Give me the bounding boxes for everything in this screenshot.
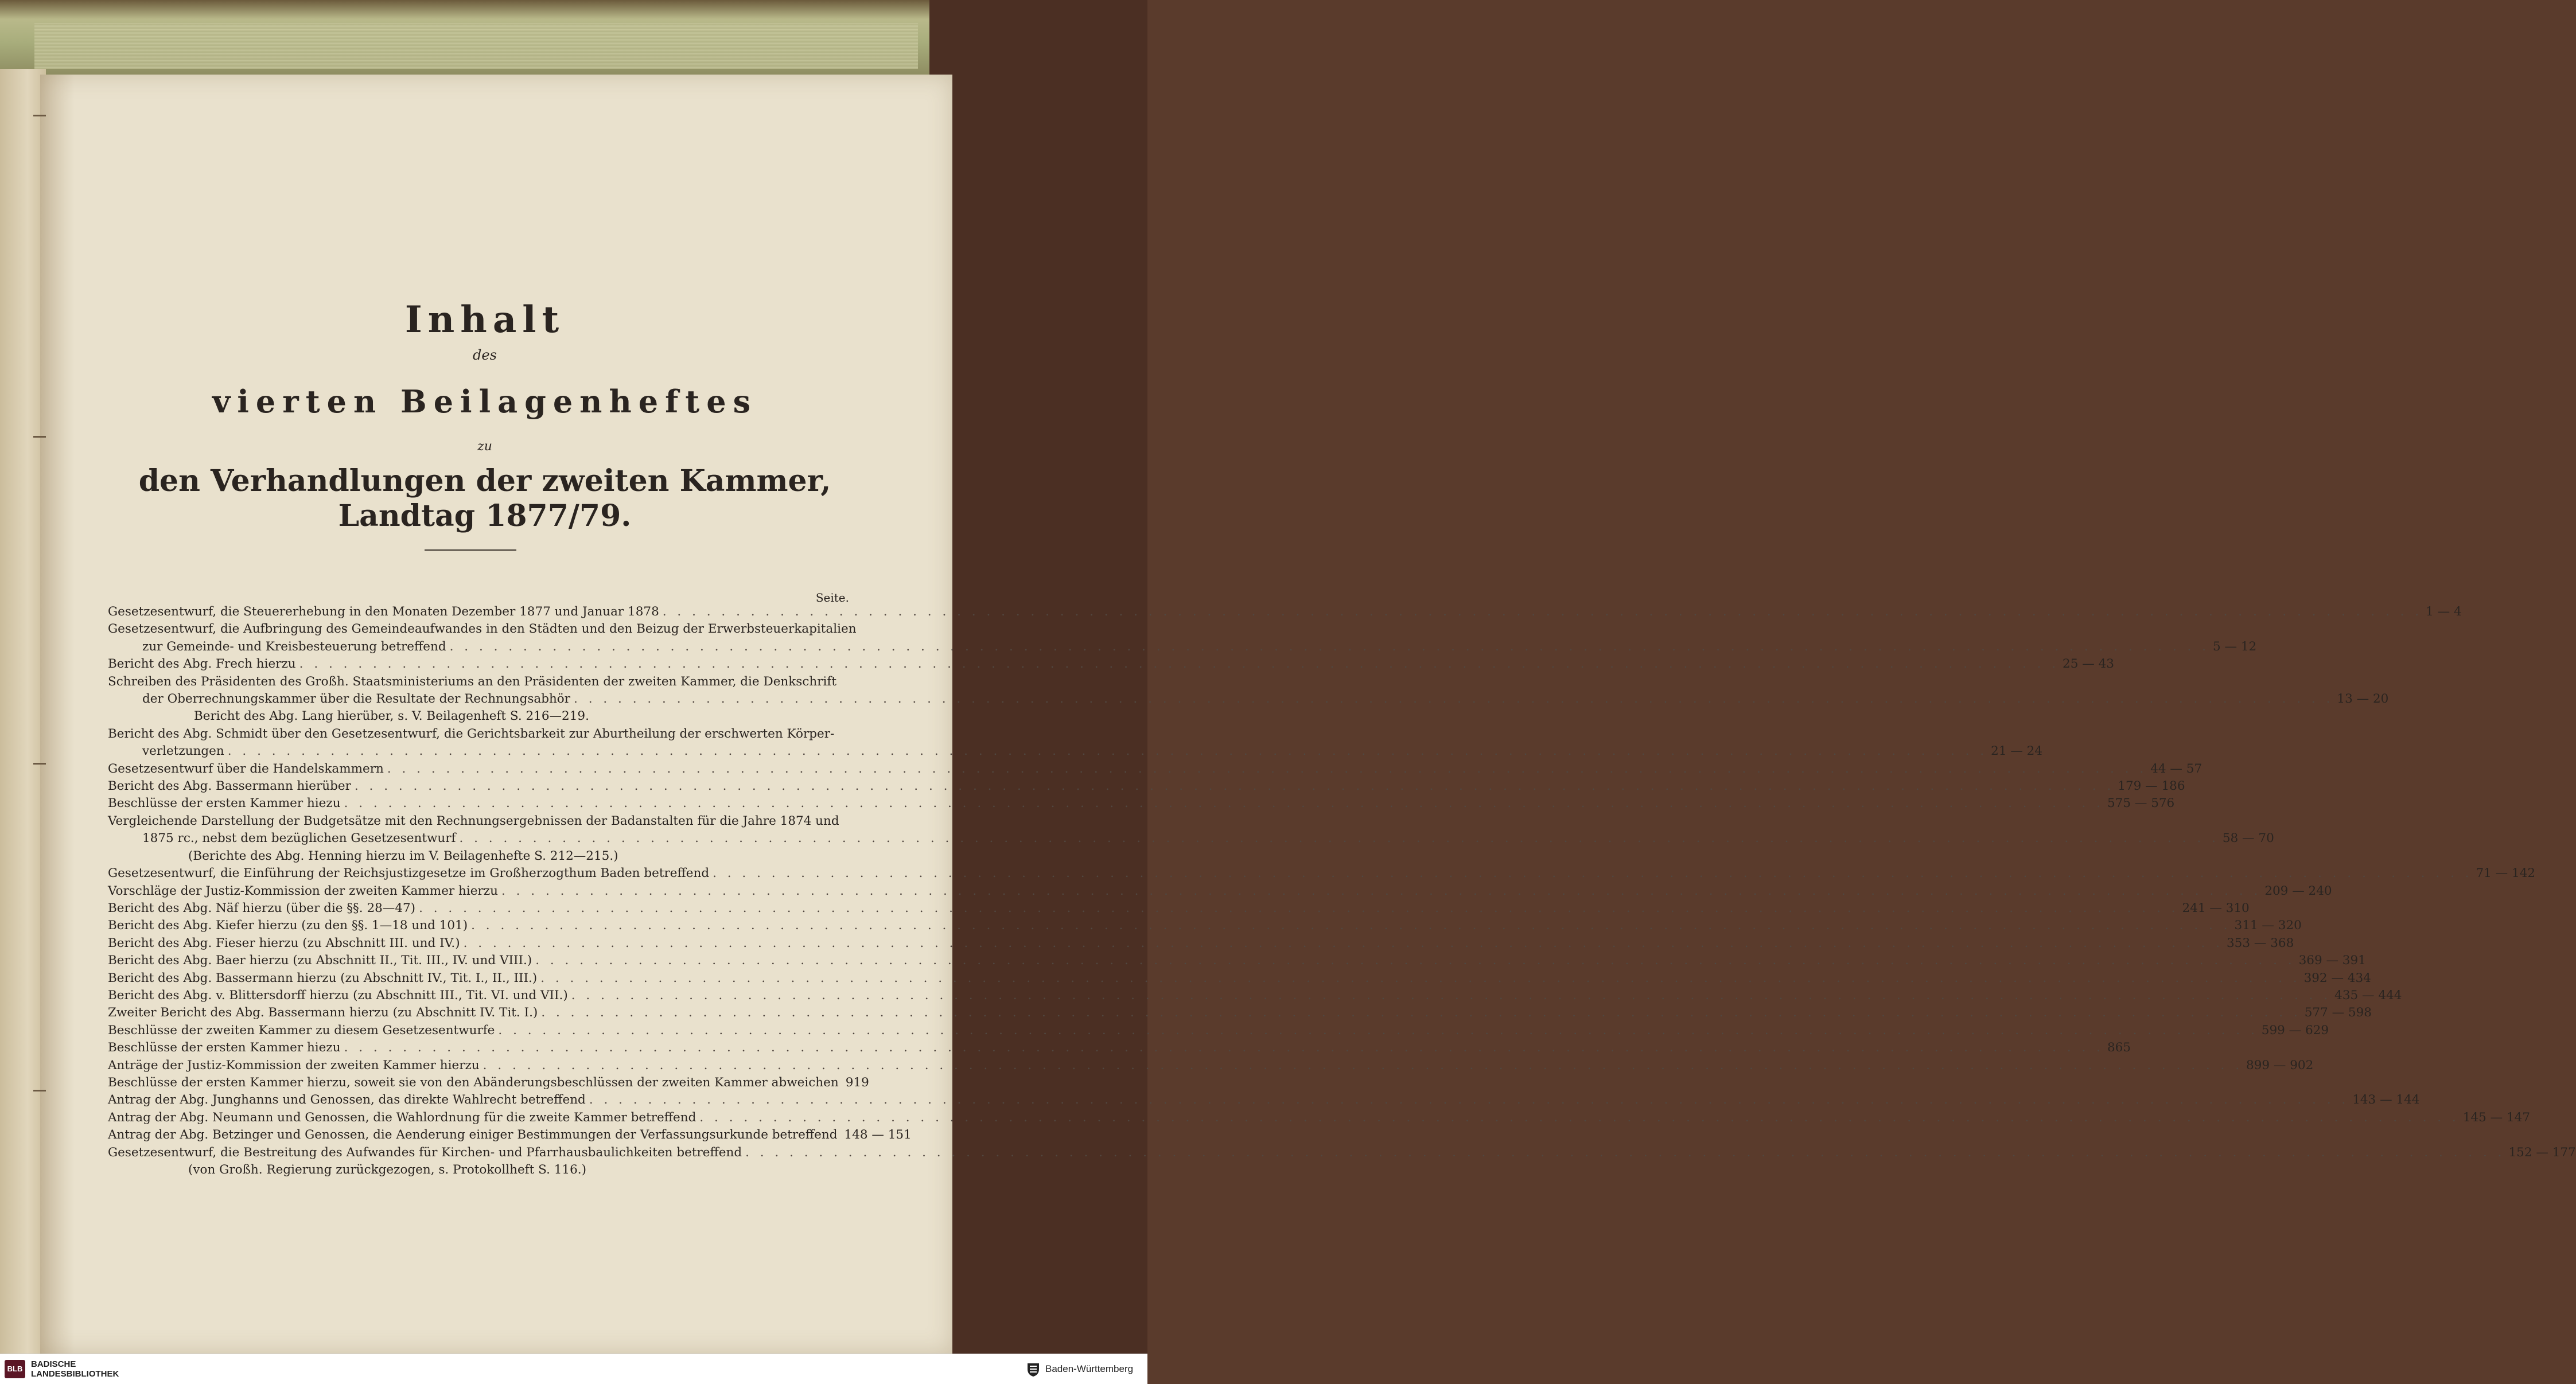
toc-entry-text: Bericht des Abg. Kiefer hierzu (zu den §§. 1—18 und 101)	[108, 918, 468, 933]
toc-entry-text: Anträge der Justiz-Kommission der zweiten Kammer hierzu	[108, 1058, 480, 1073]
toc-entry-text: (Berichte des Abg. Henning hierzu im V. Beilagenhefte S. 212—215.)	[188, 848, 618, 863]
toc-entry	[108, 621, 866, 638]
binding-stitch	[33, 1090, 46, 1091]
dot-leader: . . . . . . . . . . . . . . . . . . . . . . . . . . . . . . . . . . . . . . . . . . . . . . . . . . . . . . . . . . . . . . . . . . . . . . . . . . . . . . . . . . . . . . . . . . . . . . . . . . . . . . . . . . . . . . . . . . . . . . . .	[589, 1093, 2349, 1108]
toc-page-range: 5 — 12	[2213, 639, 2257, 654]
toc-page-range: 575 — 576	[2107, 796, 2175, 811]
toc-entry	[108, 1091, 2420, 1109]
toc-page-range: 58 — 70	[2222, 831, 2274, 846]
toc-entry-text: Bericht des Abg. Bassermann hierüber	[108, 779, 351, 794]
toc-page-range: 13 — 20	[2337, 692, 2389, 707]
dot-leader: . . . . . . . . . . . . . . . . . . . . . . . . . . . . . . . . . . . . . . . . . . . . . . . . . . . . . . . . . . . . . . . . . . . . . . . . . . . . . . . . . . . . . . . . . . . . . . . . . . . . . . . . . . . . . . . . . . . . . . . .	[574, 692, 2334, 707]
binding-stitch	[33, 763, 46, 765]
toc-entry-text: Beschlüsse der zweiten Kammer zu diesem Gesetzesentwurfe	[108, 1023, 495, 1038]
toc-entry	[108, 935, 2294, 952]
dot-leader: . . . . . . . . . . . . . . . . . . . . . . . . . . . . . . . . . . . . . . . . . . . . . . . . . . . . . . . . . . . . . . . . . . . . . . . . . . . . . . . . . . . . . . . . . . . . . . . . . . . . . . . . . . . . . . . . . . . . . . . .	[662, 605, 2423, 619]
toc-entry	[108, 865, 2536, 882]
toc-entry	[108, 743, 2043, 760]
dot-leader: . . . . . . . . . . . . . . . . . . . . . . . . . . . . . . . . . . . . . . . . . . . . . . . . . . . . . . . . . . . . . . . . . . . . . . . . . . . . . . . . . . . . . . . . . . . . . . . . . . . . . . . . . . . . . . . . . . . . . . . .	[459, 831, 2219, 846]
toc-entry	[108, 848, 866, 865]
toc-entry	[108, 970, 2371, 987]
toc-entry-text: Gesetzesentwurf über die Handelskammern	[108, 761, 384, 776]
toc-entry-text: 1875 rc., nebst dem bezüglichen Gesetzesentwurf	[142, 831, 456, 846]
toc-entry	[108, 1039, 2131, 1056]
toc-page-range: 179 — 186	[2118, 779, 2185, 794]
dot-leader: . . . . . . . . . . . . . . . . . . . . . . . . . . . . . . . . . . . . . . . . . . . . . . . . . . . . . . . . . . . . . . . . . . . . . . . . . . . . . . . . . . . . . . . . . . . . . . . . . . . . . . . . . . . . . . . . . . . . . . . .	[501, 883, 2262, 898]
page-column-header: Seite.	[815, 591, 849, 605]
toc-page-range: 577 — 598	[2304, 1005, 2372, 1020]
blb-logo[interactable]: BLB	[5, 1360, 25, 1378]
toc-entry-text: Bericht des Abg. Fieser hierzu (zu Abschnitt III. und IV.)	[108, 935, 460, 950]
dot-leader: . . . . . . . . . . . . . . . . . . . . . . . . . . . . . . . . . . . . . . . . . . . . . . . . . . . . . . . . . . . . . . . . . . . . . . . . . . . . . . . . . . . . . . . . . . . . . . . . . . . . . . . . . . . . . . . . . . . . . . . .	[540, 970, 2301, 985]
binding-stitch	[33, 115, 46, 116]
toc-entry-text: Bericht des Abg. Baer hierzu (zu Abschnitt II., Tit. III., IV. und VIII.)	[108, 953, 532, 968]
toc-entry-text: Beschlüsse der ersten Kammer hiezu	[108, 1040, 341, 1055]
toc-entry-text: zur Gemeinde- und Kreisbesteuerung betreffend	[142, 639, 446, 654]
title-des: des	[473, 347, 497, 363]
toc-page-range: 435 — 444	[2334, 988, 2402, 1003]
toc-entry-text: Antrag der Abg. Junghanns und Genossen, das direkte Wahlrecht betreffend	[108, 1093, 586, 1108]
toc-entry	[108, 656, 2114, 673]
dot-leader: . . . . . . . . . . . . . . . . . . . . . . . . . . . . . . . . . . . . . . . . . . . . . . . . . . . . . . . . . . . . . . . . . . . . . . . . . . . . . . . . . . . . . . . . . . . . . . . . . . . . . . . . . . . . . . . . . . . . . . . .	[713, 866, 2473, 881]
toc-entry	[108, 691, 2389, 708]
toc-page-range: 311 — 320	[2234, 918, 2302, 933]
toc-page-range: 25 — 43	[2063, 657, 2114, 672]
title-beilagenheft: vierten Beilagenheftes	[212, 383, 757, 420]
dot-leader: . . . . . . . . . . . . . . . . . . . . . . . . . . . . . . . . . . . . . . . . . . . . . . . . . . . . . . . . . . . . . . . . . . . . . . . . . . . . . . . . . . . . . . . . . . . . . . . . . . . . . . . . . . . . . . . . . . . . . . . .	[482, 1058, 2243, 1073]
toc-page-range: 152 — 177	[2508, 1145, 2576, 1160]
toc-entry	[108, 917, 2302, 934]
library-name[interactable]: BADISCHE LANDESBIBLIOTHEK	[31, 1359, 119, 1379]
toc-page-range: 392 — 434	[2303, 970, 2371, 985]
toc-entry	[108, 726, 866, 743]
toc-page-range: 143 — 144	[2352, 1093, 2420, 1108]
dot-leader: . . . . . . . . . . . . . . . . . . . . . . . . . . . . . . . . . . . . . . . . . . . . . . . . . . . . . . . . . . . . . . . . . . . . . . . . . . . . . . . . . . . . . . . . . . . . . . . . . . . . . . . . . . . . . . . . . . . . . . . .	[299, 657, 2060, 672]
dot-leader: . . . . . . . . . . . . . . . . . . . . . . . . . . . . . . . . . . . . . . . . . . . . . . . . . . . . . . . . . . . . . . . . . . . . . . . . . . . . . . . . . . . . . . . . . . . . . . . . . . . . . . . . . . . . . . . . . . . . . . . .	[541, 1005, 2301, 1020]
toc-entry-text: Zweiter Bericht des Abg. Bassermann hierzu (zu Abschnitt IV. Tit. I.)	[108, 1005, 538, 1020]
coat-of-arms-icon	[1026, 1361, 1041, 1377]
toc-entry-text: Bericht des Abg. Näf hierzu (über die §§. 28—47)	[108, 900, 416, 915]
dot-leader: . . . . . . . . . . . . . . . . . . . . . . . . . . . . . . . . . . . . . . . . . . . . . . . . . . . . . . . . . . . . . . . . . . . . . . . . . . . . . . . . . . . . . . . . . . . . . . . . . . . . . . . . . . . . . . . . . . . . . . . .	[471, 918, 2231, 933]
toc-entry	[108, 638, 2257, 656]
dot-leader: . . . . . . . . . . . . . . . . . . . . . . . . . . . . . . . . . . . . . . . . . . . . . . . . . . . . . . . . . . . . . . . . . . . . . . . . . . . . . . . . . . . . . . . . . . . . . . . . . . . . . . . . . . . . . . . . . . . . . . . .	[419, 900, 2179, 915]
toc-page-range: 148 — 151	[844, 1128, 912, 1143]
dot-leader: . . . . . . . . . . . . . . . . . . . . . . . . . . . . . . . . . . . . . . . . . . . . . . . . . . . . . . . . . . . . . . . . . . . . . . . . . . . . . . . . . . . . . . . . . . . . . . . . . . . . . . . . . . . . . . . . . . . . . . . .	[387, 761, 2147, 776]
toc-page-range: 865	[2107, 1040, 2131, 1055]
title-verhandlungen: den Verhandlungen der zweiten Kammer, Landtag 1877/79.	[138, 463, 831, 533]
toc-page-range: 353 — 368	[2227, 935, 2294, 950]
dot-leader: . . . . . . . . . . . . . . . . . . . . . . . . . . . . . . . . . . . . . . . . . . . . . . . . . . . . . . . . . . . . . . . . . . . . . . . . . . . . . . . . . . . . . . . . . . . . . . . . . . . . . . . . . . . . . . . . . . . . . . . .	[354, 779, 2115, 794]
toc-entry	[108, 900, 2250, 917]
dot-leader: . . . . . . . . . . . . . . . . . . . . . . . . . . . . . . . . . . . . . . . . . . . . . . . . . . . . . . . . . . . . . . . . . . . . . . . . . . . . . . . . . . . . . . . . . . . . . . . . . . . . . . . . . . . . . . . . . . . . . . . .	[571, 988, 2332, 1003]
toc-entry	[108, 603, 2462, 621]
toc-entry-text: Gesetzesentwurf, die Bestreitung des Aufwandes für Kirchen- und Pfarrhausbaulichkeiten betreffend	[108, 1145, 742, 1160]
toc-entry-text: Vergleichende Darstellung der Budgetsätze mit den Rechnungsergebnissen der Badanstalten für die Jahre 1874 und	[108, 813, 839, 828]
title-zu: zu	[477, 439, 492, 454]
toc-page-range: 599 — 629	[2261, 1023, 2329, 1038]
toc-entry	[108, 761, 2203, 778]
left-page-edge	[0, 69, 46, 1354]
toc-entry	[108, 1161, 866, 1179]
dot-leader: . . . . . . . . . . . . . . . . . . . . . . . . . . . . . . . . . . . . . . . . . . . . . . . . . . . . . . . . . . . . . . . . . . . . . . . . . . . . . . . . . . . . . . . . . . . . . . . . . . . . . . . . . . . . . . . . . . . . . . . .	[535, 953, 2295, 968]
toc-entry-text: Antrag der Abg. Betzinger und Genossen, die Aenderung einiger Bestimmungen der Verfassungsurkunde betreffend	[108, 1128, 838, 1143]
table-of-contents	[108, 603, 2576, 1179]
toc-entry-text: Antrag der Abg. Neumann und Genossen, die Wahlordnung für die zweite Kammer betreffend	[108, 1110, 696, 1125]
toc-entry-text: verletzungen	[142, 744, 224, 759]
toc-page-range: 1 — 4	[2426, 605, 2462, 619]
toc-entry-text: Gesetzesentwurf, die Aufbringung des Gemeindeaufwandes in den Städten und den Beizug der Erwerbsteuerkapitalien	[108, 622, 857, 637]
dot-leader: . . . . . . . . . . . . . . . . . . . . . . . . . . . . . . . . . . . . . . . . . . . . . . . . . . . . . . . . . . . . . . . . . . . . . . . . . . . . . . . . . . . . . . . . . . . . . . . . . . . . . . . . . . . . . . . . . . . . . . . .	[344, 1040, 2104, 1055]
toc-entry	[108, 1057, 2314, 1074]
toc-entry-text: Bericht des Abg. Frech hierzu	[108, 657, 296, 672]
toc-entry-text: Gesetzesentwurf, die Steuererhebung in den Monaten Dezember 1877 und Januar 1878	[108, 605, 659, 619]
toc-page-range: 44 — 57	[2150, 761, 2203, 776]
toc-entry	[108, 1126, 912, 1144]
toc-page-range: 369 — 391	[2298, 953, 2366, 968]
dot-leader: . . . . . . . . . . . . . . . . . . . . . . . . . . . . . . . . . . . . . . . . . . . . . . . . . . . . . . . . . . . . . . . . . . . . . . . . . . . . . . . . . . . . . . . . . . . . . . . . . . . . . . . . . . . . . . . . . . . . . . . .	[344, 796, 2104, 811]
toc-entry	[108, 1004, 2372, 1022]
toc-page-range: 919	[845, 1075, 869, 1090]
dot-leader: . . . . . . . . . . . . . . . . . . . . . . . . . . . . . . . . . . . . . . . . . . . . . . . . . . . . . . . . . . . . . . . . . . . . . . . . . . . . . . . . . . . . . . . . . . . . . . . . . . . . . . . . . . . . . . . . . . . . . . . .	[498, 1023, 2258, 1038]
dot-leader: . . . . . . . . . . . . . . . . . . . . . . . . . . . . . . . . . . . . . . . . . . . . . . . . . . . . . . . . . . . . . . . . . . . . . . . . . . . . . . . . . . . . . . . . . . . . . . . . . . . . . . . . . . . . . . . . . . . . . . . .	[745, 1145, 2505, 1160]
toc-entry-text: Bericht des Abg. Schmidt über den Gesetzesentwurf, die Gerichtsbarkeit zur Aburtheilung der erschwerten Körper-	[108, 726, 835, 741]
toc-page-range: 71 — 142	[2476, 866, 2536, 881]
toc-entry-text: Bericht des Abg. Bassermann hierzu (zu Abschnitt IV., Tit. I., II., III.)	[108, 970, 538, 985]
binding-stitch	[33, 436, 46, 438]
toc-entry	[108, 708, 866, 725]
toc-page-range: 145 — 147	[2462, 1110, 2531, 1125]
toc-entry	[108, 1109, 2531, 1126]
toc-entry-text: Schreiben des Präsidenten des Großh. Staatsministeriums an den Präsidenten der zweiten Kammer, die Denkschrift	[108, 674, 836, 689]
viewer-footer	[0, 1354, 1147, 1384]
dot-leader: . . . . . . . . . . . . . . . . . . . . . . . . . . . . . . . . . . . . . . . . . . . . . . . . . . . . . . . . . . . . . . . . . . . . . . . . . . . . . . . . . . . . . . . . . . . . . . . . . . . . . . . . . . . . . . . . . . . . . . . .	[227, 744, 1988, 759]
toc-page-range: 209 — 240	[2264, 883, 2332, 898]
toc-entry	[108, 778, 2185, 795]
page-stack-edge	[34, 23, 918, 69]
dot-leader: . . . . . . . . . . . . . . . . . . . . . . . . . . . . . . . . . . . . . . . . . . . . . . . . . . . . . . . . . . . . . . . . . . . . . . . . . . . . . . . . . . . . . . . . . . . . . . . . . . . . . . . . . . . . . . . . . . . . . . . .	[463, 935, 2223, 950]
toc-entry	[108, 1022, 2329, 1039]
toc-entry	[108, 830, 2274, 847]
toc-page-range: 21 — 24	[1991, 744, 2043, 759]
toc-entry-text: Beschlüsse der ersten Kammer hiezu	[108, 796, 341, 811]
dot-leader: . . . . . . . . . . . . . . . . . . . . . . . . . . . . . . . . . . . . . . . . . . . . . . . . . . . . . . . . . . . . . . . . . . . . . . . . . . . . . . . . . . . . . . . . . . . . . . . . . . . . . . . . . . . . . . . . . . . . . . . .	[699, 1110, 2460, 1125]
toc-entry-text: Vorschläge der Justiz-Kommission der zweiten Kammer hierzu	[108, 883, 498, 898]
toc-entry	[108, 987, 2402, 1004]
toc-entry-text: der Oberrechnungskammer über die Resultate der Rechnungsabhör	[142, 692, 571, 707]
toc-page-range: 241 — 310	[2182, 900, 2250, 915]
toc-entry-text: (von Großh. Regierung zurückgezogen, s. Protokollheft S. 116.)	[188, 1163, 586, 1177]
toc-entry	[108, 673, 866, 691]
toc-entry	[108, 1144, 2576, 1161]
state-name[interactable]: Baden-Württemberg	[1045, 1363, 1134, 1374]
toc-entry	[108, 795, 2175, 812]
toc-entry-text: Gesetzesentwurf, die Einführung der Reichsjustizgesetze im Großherzogthum Baden betreffend	[108, 866, 710, 881]
title-divider	[425, 549, 516, 551]
toc-page-range: 899 — 902	[2246, 1058, 2314, 1073]
gutter-shadow	[40, 75, 75, 1354]
dot-leader: . . . . . . . . . . . . . . . . . . . . . . . . . . . . . . . . . . . . . . . . . . . . . . . . . . . . . . . . . . . . . . . . . . . . . . . . . . . . . . . . . . . . . . . . . . . . . . . . . . . . . . . . . . . . . . . . . . . . . . . .	[449, 639, 2210, 654]
toc-entry	[108, 813, 866, 830]
toc-entry-text: Bericht des Abg. v. Blittersdorff hierzu (zu Abschnitt III., Tit. VI. und VII.)	[108, 988, 568, 1003]
toc-entry-text: Beschlüsse der ersten Kammer hierzu, soweit sie von den Abänderungsbeschlüssen der zweiten Kammer abweichen	[108, 1075, 839, 1090]
toc-entry	[108, 952, 2366, 969]
toc-entry-text: Bericht des Abg. Lang hierüber, s. V. Beilagenheft S. 216—219.	[194, 709, 589, 724]
toc-entry	[108, 883, 2332, 900]
title-inhalt: Inhalt	[404, 298, 565, 341]
toc-entry	[108, 1074, 869, 1091]
